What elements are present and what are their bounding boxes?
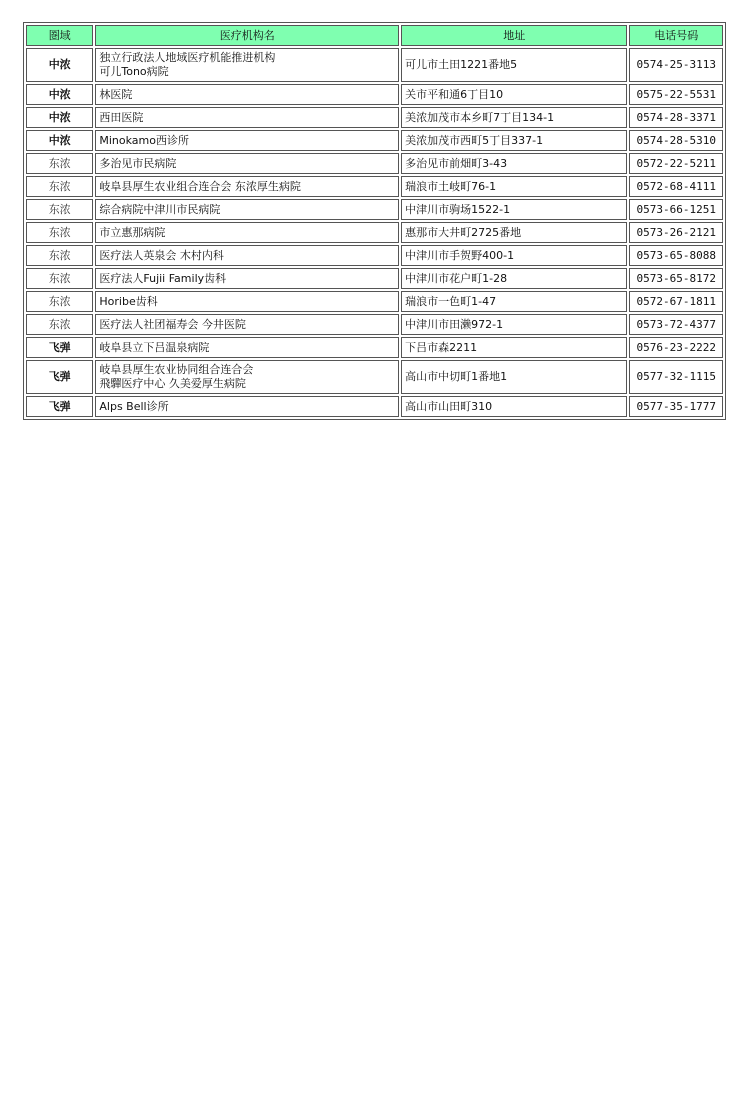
cell-facility-name — [95, 153, 399, 174]
facility-name-line: 综合病院中津川市民病院 — [99, 202, 221, 216]
cell-phone: 0573-65-8088 — [629, 245, 723, 266]
header-phone: 电话号码 — [629, 25, 723, 46]
cell-phone: 0577-32-1115 — [629, 360, 723, 394]
cell-facility-name — [95, 337, 399, 358]
cell-phone: 0572-67-1811 — [629, 291, 723, 312]
table-row — [26, 396, 723, 417]
table-row — [26, 360, 723, 394]
facility-name-line: Horibe齿科 — [99, 294, 158, 308]
cell-phone: 0577-35-1777 — [629, 396, 723, 417]
cell-region: 东浓 — [26, 222, 93, 243]
facility-name-line: 可儿Tono病院 — [99, 65, 169, 78]
cell-region: 东浓 — [26, 153, 93, 174]
cell-phone: 0573-66-1251 — [629, 199, 723, 220]
table-body — [26, 48, 723, 417]
cell-facility-name — [95, 48, 399, 82]
cell-address: 多治见市前畑町3-43 — [401, 153, 627, 174]
facility-name-line: 西田医院 — [99, 110, 144, 124]
cell-region: 飞弹 — [26, 396, 93, 417]
cell-facility-name — [95, 245, 399, 266]
cell-phone: 0574-25-3113 — [629, 48, 723, 82]
cell-address: 高山市山田町310 — [401, 396, 627, 417]
cell-region: 中浓 — [26, 84, 93, 105]
cell-address: 惠那市大井町2725番地 — [401, 222, 627, 243]
table-row — [26, 291, 723, 312]
cell-phone: 0573-65-8172 — [629, 268, 723, 289]
cell-address: 中津川市田濑972-1 — [401, 314, 627, 335]
cell-facility-name — [95, 176, 399, 197]
facility-name-line: 医疗法人Fujii Family齿科 — [99, 271, 227, 285]
cell-region: 中浓 — [26, 130, 93, 151]
header-address: 地址 — [401, 25, 627, 46]
facility-name-line: 独立行政法人地域医疗机能推进机构 — [99, 51, 276, 64]
facility-name-line: 林医院 — [99, 87, 133, 101]
table-row — [26, 107, 723, 128]
cell-region: 东浓 — [26, 199, 93, 220]
cell-phone: 0575-22-5531 — [629, 84, 723, 105]
facility-name-line: 岐阜县立下吕温泉病院 — [99, 340, 210, 354]
table-row — [26, 268, 723, 289]
cell-phone: 0572-68-4111 — [629, 176, 723, 197]
cell-phone: 0576-23-2222 — [629, 337, 723, 358]
facility-name-line: 岐阜县厚生农业协同组合连合会 — [99, 363, 254, 376]
facility-name-line: 飛驒医疗中心 久美爱厚生病院 — [99, 377, 246, 390]
cell-address: 中津川市驹场1522-1 — [401, 199, 627, 220]
cell-facility-name — [95, 291, 399, 312]
page — [23, 22, 726, 420]
header-name: 医疗机构名 — [95, 25, 399, 46]
cell-address: 瑞浪市土岐町76-1 — [401, 176, 627, 197]
table-row — [26, 245, 723, 266]
cell-phone: 0573-26-2121 — [629, 222, 723, 243]
cell-address: 可儿市土田1221番地5 — [401, 48, 627, 82]
table-row — [26, 130, 723, 151]
cell-address: 高山市中切町1番地1 — [401, 360, 627, 394]
facility-name-line: 医疗法人社团福寿会 今井医院 — [99, 317, 246, 331]
cell-region: 中浓 — [26, 107, 93, 128]
facility-name-line: 医疗法人英泉会 木村内科 — [99, 248, 224, 262]
cell-facility-name — [95, 360, 399, 394]
cell-address: 瑞浪市一色町1-47 — [401, 291, 627, 312]
cell-facility-name — [95, 268, 399, 289]
cell-region: 东浓 — [26, 314, 93, 335]
facility-name-line: 岐阜县厚生农业组合连合会 东浓厚生病院 — [99, 179, 301, 193]
table-row — [26, 337, 723, 358]
cell-region: 东浓 — [26, 176, 93, 197]
cell-address: 美浓加茂市西町5丁目337-1 — [401, 130, 627, 151]
cell-region: 东浓 — [26, 245, 93, 266]
cell-facility-name — [95, 107, 399, 128]
cell-address: 美浓加茂市本乡町7丁目134-1 — [401, 107, 627, 128]
cell-region: 飞弹 — [26, 337, 93, 358]
cell-phone: 0574-28-3371 — [629, 107, 723, 128]
header-region: 圏域 — [26, 25, 93, 46]
table-row — [26, 84, 723, 105]
cell-facility-name — [95, 222, 399, 243]
cell-region: 东浓 — [26, 291, 93, 312]
cell-region: 飞弹 — [26, 360, 93, 394]
cell-facility-name — [95, 199, 399, 220]
table-row — [26, 314, 723, 335]
cell-facility-name — [95, 84, 399, 105]
cell-address: 关市平和通6丁目10 — [401, 84, 627, 105]
cell-address: 下吕市森2211 — [401, 337, 627, 358]
cell-address: 中津川市花户町1-28 — [401, 268, 627, 289]
cell-facility-name — [95, 314, 399, 335]
cell-facility-name — [95, 396, 399, 417]
cell-region: 东浓 — [26, 268, 93, 289]
table-header-row — [26, 25, 723, 46]
table-row — [26, 199, 723, 220]
facility-name-line: 市立惠那病院 — [99, 225, 166, 239]
cell-phone: 0572-22-5211 — [629, 153, 723, 174]
cell-address: 中津川市手贺野400-1 — [401, 245, 627, 266]
table-row — [26, 48, 723, 82]
cell-region: 中浓 — [26, 48, 93, 82]
cell-phone: 0573-72-4377 — [629, 314, 723, 335]
table-row — [26, 176, 723, 197]
cell-phone: 0574-28-5310 — [629, 130, 723, 151]
table-row — [26, 222, 723, 243]
facility-name-line: 多治见市民病院 — [99, 156, 177, 170]
facility-name-line: Alps Bell诊所 — [99, 399, 169, 413]
hospital-table — [23, 22, 726, 420]
cell-facility-name — [95, 130, 399, 151]
facility-name-line: Minokamo西诊所 — [99, 133, 189, 147]
table-row — [26, 153, 723, 174]
